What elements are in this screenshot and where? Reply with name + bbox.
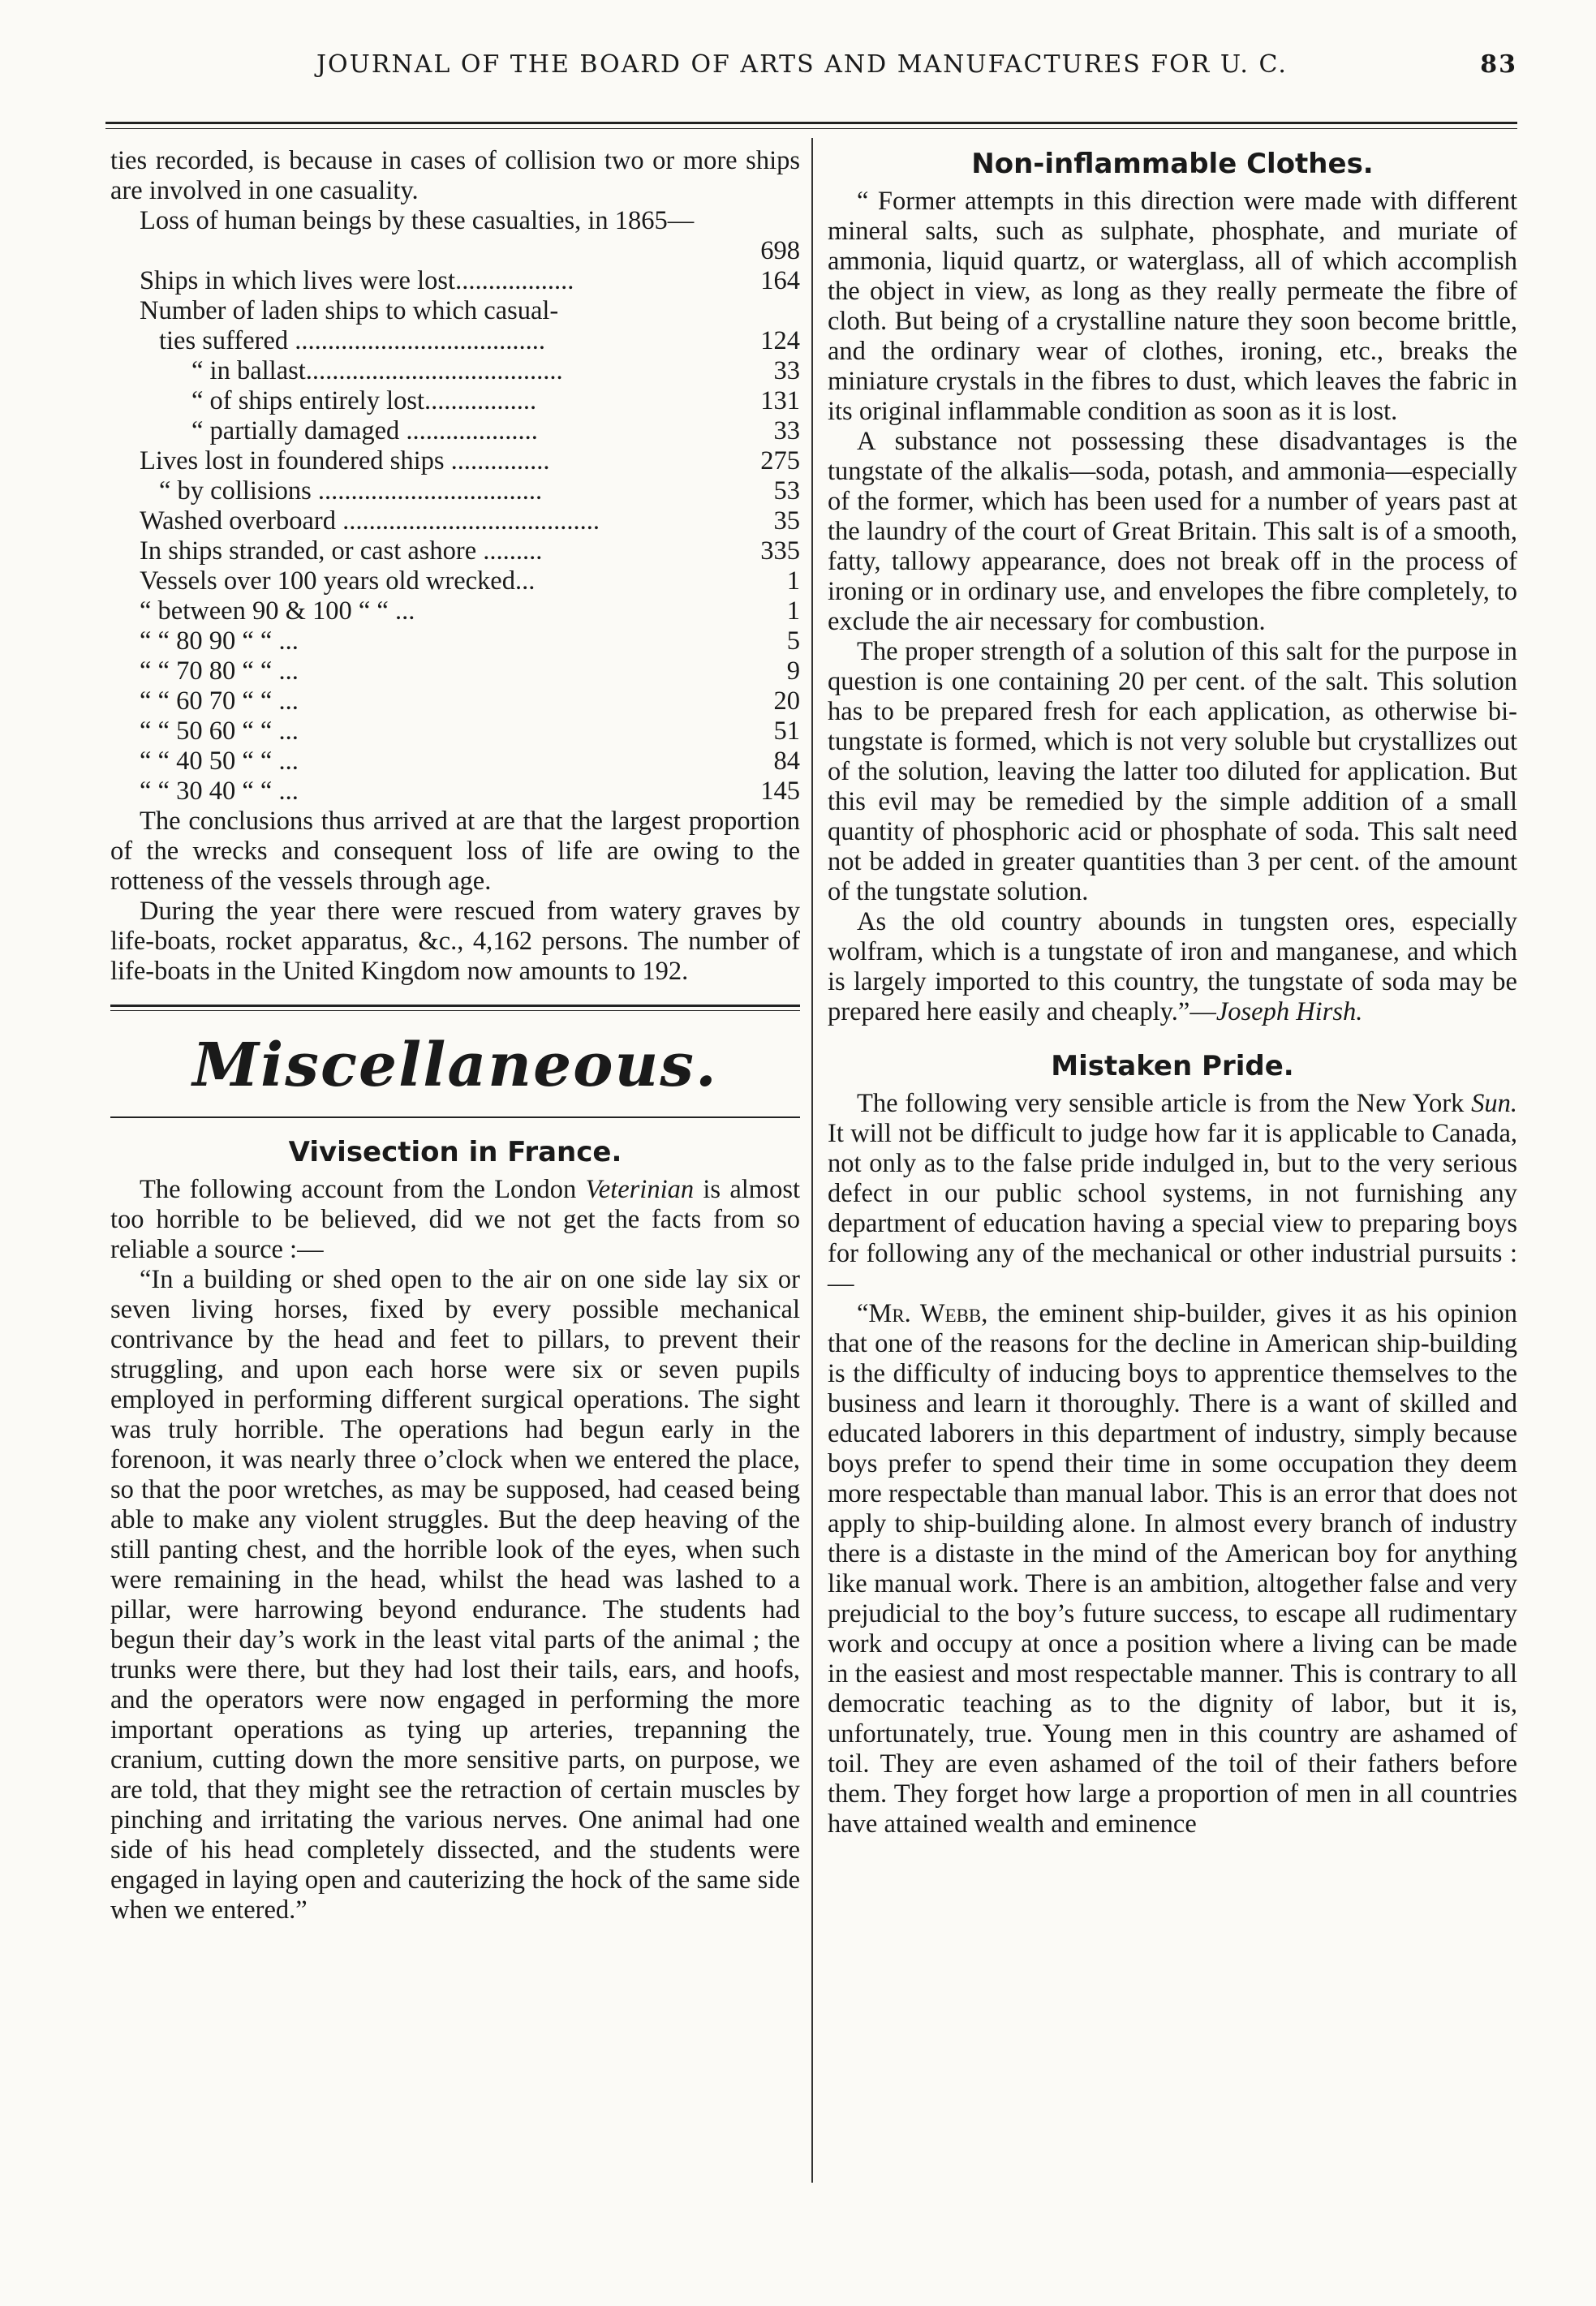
stats-value: 275 — [760, 446, 800, 475]
stats-value: 53 — [773, 476, 800, 506]
paragraph — [828, 907, 1517, 1027]
stats-label: ties suffered ...................................... — [159, 326, 546, 355]
paragraph: The proper strength of a solution of this salt for the purpose in question is one containing 20 per cent. of the salt. This solution has to be prepared fresh for each application, as otherwise bi-tungstate is formed, which is not very soluble but crystallizes out of the solution, leaving the latter too diluted for application. But this evil may be remedied by the simple addition of a small quantity of phosphoric acid or phosphate of soda. This salt need not be added in greater quantities than 3 per cent. of the amount of the tungstate solution. — [828, 637, 1517, 906]
stats-row — [110, 656, 800, 686]
text-run-italic: Veterinian — [585, 1175, 695, 1204]
stats-row — [110, 416, 800, 446]
stats-label: In ships stranded, or cast ashore ......... — [140, 536, 543, 566]
stats-value: 131 — [760, 386, 800, 415]
stats-value: 84 — [773, 746, 800, 776]
stats-row — [110, 566, 800, 596]
stats-label: Ships in which lives were lost.................. — [140, 266, 574, 295]
stats-value: 5 — [786, 626, 800, 656]
article-heading: Mistaken Pride. — [1051, 1050, 1294, 1082]
stats-value: 1 — [786, 596, 800, 626]
running-header — [105, 42, 1517, 91]
stats-value — [751, 296, 800, 326]
paragraph: Loss of human beings by these casualties, in 1865— — [140, 206, 695, 235]
stats-label: “ “ 60 70 “ “ ... — [140, 686, 299, 716]
stats-value: 335 — [760, 536, 800, 566]
stats-row — [110, 446, 800, 476]
paragraph: “In a building or shed open to the air on one side lay six or seven living horses, fixed by every possible mechanical contrivance by the head and feet to pillars, to prevent their struggling, and upon each horse were six or seven pupils employed in performing different surgical operations. The sight was truly horrible. The operations had begun early in the forenoon, it was nearly three o’clock when we entered the place, so that the poor wretches, as may be supposed, had ceased being able to make any violent struggles. But the deep heaving of the still panting chest, and the horrible look of the eyes, when such were remaining in the head, whilst the head was lashed to a pillar, were harrowing beyond endurance. The students had begun their day’s work in the least vital parts of the animal ; the trunks were there, but they had lost their tails, ears, and hoofs, and the operators were now engaged in performing the more important operations as tying up arteries, trepanning the cranium, cutting down the more sensitive parts, on purpose, we are told, that they might see the retraction of certain muscles by pinching and irritating the various nerves. One animal had one side of his head completely dissected, and the students were engaged in laying open and cauterizing the hock of the same side when we entered.” — [110, 1265, 800, 1925]
page-number: 83 — [1480, 50, 1517, 79]
header-rule-thin — [105, 128, 1517, 129]
text-run: The following account from the London — [140, 1175, 586, 1204]
stats-row — [110, 626, 800, 656]
stats-row — [110, 536, 800, 566]
paragraph — [828, 1089, 1517, 1299]
stats-row — [110, 476, 800, 506]
stats-label: “ “ 70 80 “ “ ... — [140, 656, 299, 686]
paragraph: During the year there were rescued from watery graves by life-boats, rocket apparatus, &c., 4,162 persons. The number of life-boats in the United Kingdom now amounts to 192. — [110, 897, 800, 986]
stats-label: “ partially damaged .................... — [191, 416, 538, 445]
stats-label: “ in ballast....................................... — [191, 356, 563, 385]
journal-title: JOURNAL OF THE BOARD OF ARTS AND MANUFACTURES FOR U. C. — [316, 50, 1288, 79]
stats-row — [110, 596, 800, 626]
column-divider — [811, 138, 813, 2183]
stats-row — [110, 777, 800, 807]
stats-label: Number of laden ships to which casual- — [140, 296, 559, 325]
text-run: It will not be difficult to judge how far it is applicable to Canada, not only as to the false pride indulged in, but to the very serious defect in our public school systems, in not furnishing any department of education having a special view to preparing boys for following any of the mechanical or other industrial pursuits :— — [828, 1119, 1517, 1298]
header-rule — [105, 122, 1517, 124]
stats-row — [110, 296, 800, 326]
stats-label: Lives lost in foundered ships ............... — [140, 446, 550, 475]
stats-value: 1 — [786, 566, 800, 596]
stats-value: 124 — [760, 326, 800, 355]
stats-value: 35 — [773, 506, 800, 536]
text-run: is almost too horrible to be believed, did we not get the facts from so reliable a source :— — [110, 1175, 800, 1264]
paragraph: A substance not possessing these disadvantages is the tungstate of the alkalis—soda, potash, and ammonia—especially of the former, which has been used for a number of years past at the laundry of the court of Great Britain. This salt is of a smooth, fatty, tallowy appearance, does not break off in the process of ironing or in ordinary use, and envelopes the fibre completely, to exclude the air necessary for combustion. — [828, 427, 1517, 636]
stats-value: 164 — [760, 266, 800, 295]
stats-label: “ of ships entirely lost................. — [191, 386, 537, 415]
stats-value: 145 — [760, 777, 800, 806]
stats-value: 33 — [773, 356, 800, 385]
paragraph: “ Former attempts in this direction were made with different mineral salts, such as sulphate, phosphate, and muriate of ammonia, liquid quartz, or waterglass, all of which accomplish the object in view, as long as they really permeate the fibre of cloth. But being of a crystalline nature they soon become brittle, and the ordinary wear of clothes, ironing, etc., breaks the miniature crystals in the fibres to dust, which leaves the fabric in its original inflammable condition as soon as it is lost. — [828, 187, 1517, 426]
article-heading: Vivisection in France. — [288, 1136, 622, 1168]
text-run: the eminent ship-builder, gives it as his opinion that one of the reasons for the decline in American ship-building is the difficulty of inducing boys to apprentice themselves to the business and learn it thoroughly. There is a want of skilled and educated laborers in this department of industry, simply because boys prefer to spend their time in some occupation they deem more respectable than manual labor. This is an error that does not apply to ship-building alone. In almost every branch of industry there is a distaste in the mind of the American boy for anything like manual work. There is an ambition, altogether false and very prejudicial to the boy’s future success, to escape all rudimentary work and occupy at once a position where a living can be made in the easiest and most respectable manner. This is contrary to all democratic teaching as to the dignity of labor, but it is, unfortunately, true. Young men in this country are ashamed of toil. They are even ashamed of the toil of their fathers before them. They forget how large a proportion of men in all countries have attained wealth and eminence — [828, 1299, 1517, 1839]
stats-label: “ by collisions .................................. — [159, 476, 543, 506]
text-run-italic: Sun. — [1471, 1089, 1517, 1118]
text-run: As the old country abounds in tungsten ores, especially wolfram, which is a tungstate of iron and manganese, and which is largely imported to this country, the tungstate of soda may be prepared here easily and cheaply.”— — [828, 907, 1517, 1026]
paragraph: ties recorded, is because in cases of collision two or more ships are involved in one casuality. — [110, 146, 800, 205]
left-column — [110, 146, 800, 1925]
text-run-italic: Joseph Hirsh. — [1215, 997, 1363, 1026]
stats-row — [110, 506, 800, 536]
stats-row — [110, 686, 800, 716]
stats-value: 20 — [773, 686, 800, 716]
stats-label: “ “ 40 50 “ “ ... — [140, 746, 299, 776]
stats-row — [110, 746, 800, 777]
stats-value: 51 — [773, 716, 800, 746]
stats-row — [110, 716, 800, 746]
section-rule — [110, 1116, 800, 1118]
stats-label: “ “ 50 60 “ “ ... — [140, 716, 299, 746]
paragraph — [828, 1299, 1517, 1839]
paragraph — [110, 1175, 800, 1265]
stats-value: 33 — [773, 416, 800, 445]
stats-label: “ between 90 & 100 “ “ ... — [140, 596, 415, 626]
stats-row — [110, 386, 800, 416]
stats-row — [110, 356, 800, 386]
right-column — [828, 146, 1517, 1839]
stats-row — [110, 266, 800, 296]
section-title-miscellaneous: Miscellaneous. — [192, 1030, 718, 1100]
section-rule — [110, 1005, 800, 1007]
stats-label: Vessels over 100 years old wrecked... — [140, 566, 536, 596]
stats-label: “ “ 80 90 “ “ ... — [140, 626, 299, 656]
stats-total: 698 — [760, 236, 800, 265]
text-run: The following very sensible article is from the New York — [857, 1089, 1472, 1118]
stats-label: Washed overboard ....................................... — [140, 506, 600, 536]
text-run-smallcaps: “Mr. Webb, — [857, 1299, 988, 1328]
casualty-stats-table — [110, 266, 800, 807]
article-heading: Non-inflammable Clothes. — [971, 148, 1374, 180]
stats-value: 9 — [786, 656, 800, 686]
paragraph: The conclusions thus arrived at are that the largest proportion of the wrecks and consequent loss of life are owing to the rotteness of the vessels through age. — [110, 807, 800, 896]
stats-label: “ “ 30 40 “ “ ... — [140, 777, 299, 806]
stats-row — [110, 326, 800, 356]
section-rule-thin — [110, 1010, 800, 1011]
